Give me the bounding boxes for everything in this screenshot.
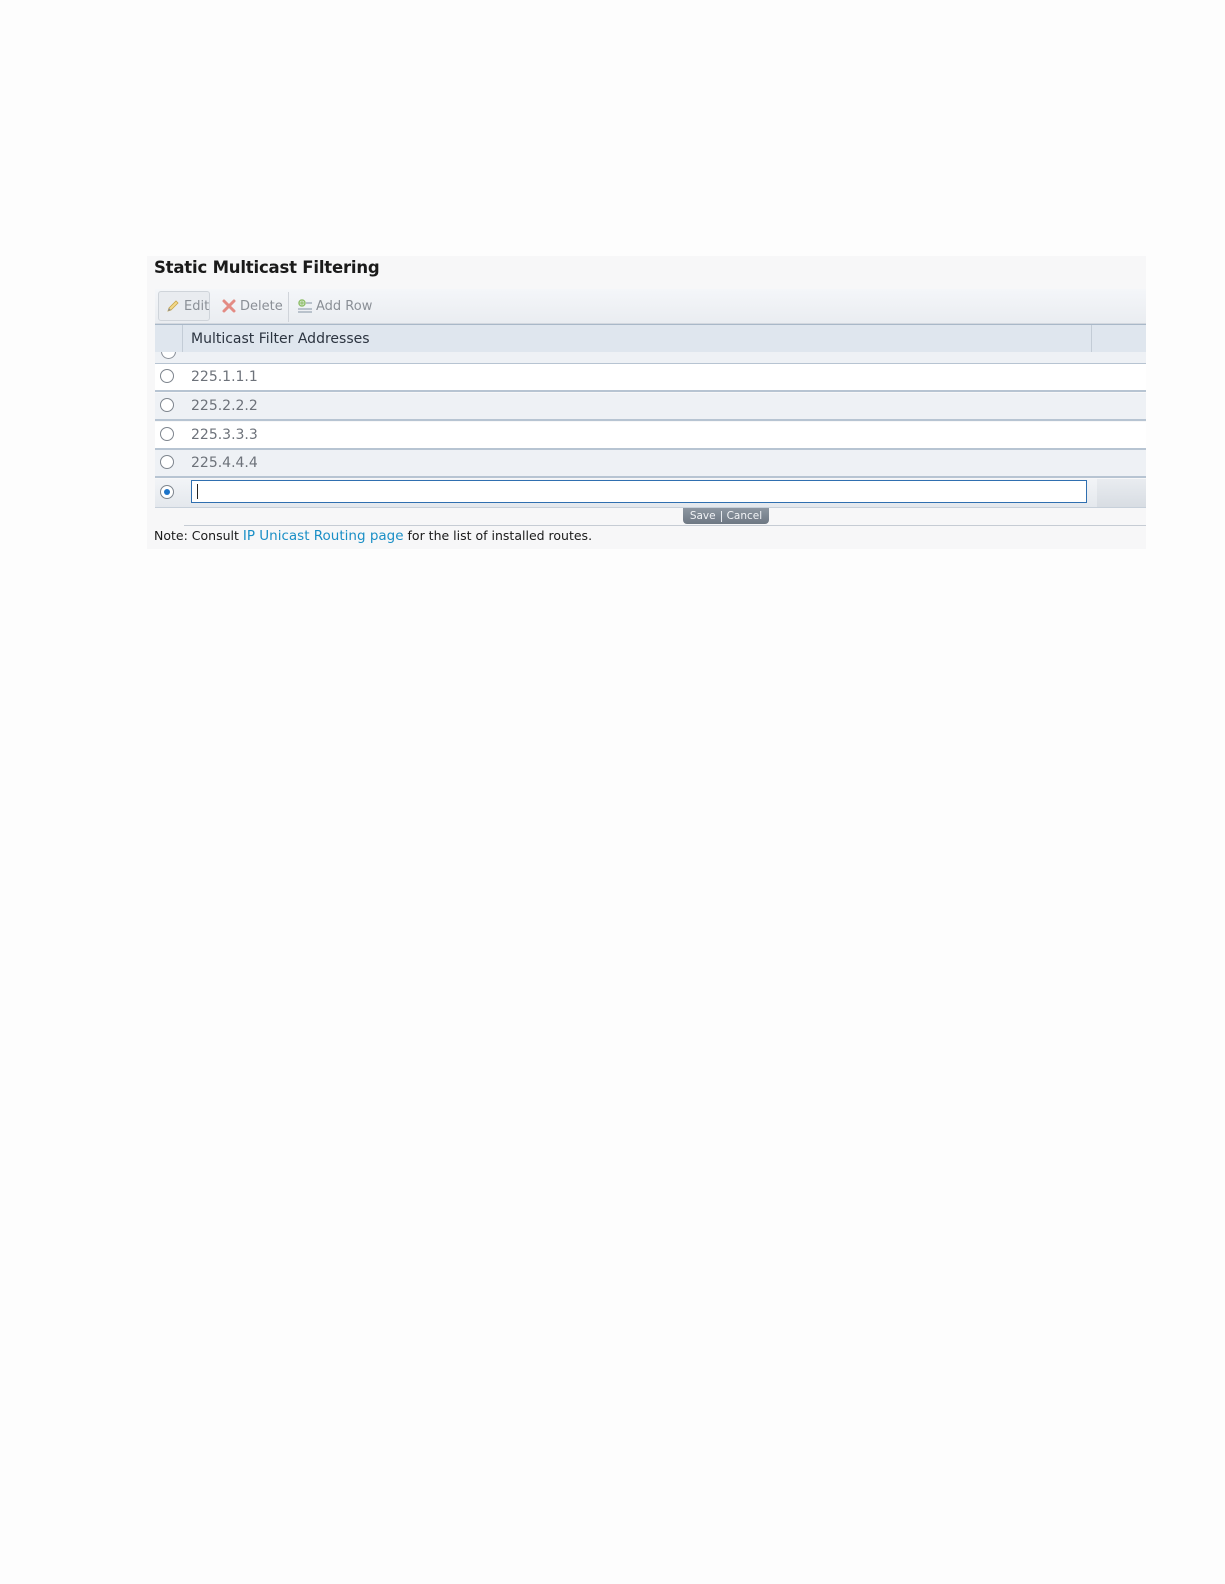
delete-button[interactable] bbox=[221, 291, 285, 321]
multicast-address-cell: 225.4.4.4 bbox=[191, 455, 258, 471]
save-cancel-bar bbox=[683, 508, 769, 524]
add-row-button[interactable] bbox=[297, 291, 377, 321]
panel-title: Static Multicast Filtering bbox=[154, 258, 380, 277]
multicast-address-input[interactable] bbox=[191, 480, 1087, 503]
toolbar bbox=[155, 289, 1146, 324]
table-row[interactable] bbox=[155, 422, 1146, 450]
multicast-address-cell: 225.1.1.1 bbox=[191, 369, 258, 385]
toolbar-separator bbox=[288, 292, 289, 322]
note-divider bbox=[184, 525, 1146, 526]
row-radio[interactable] bbox=[160, 398, 174, 412]
save-button[interactable]: Save bbox=[689, 510, 716, 522]
ip-unicast-routing-link[interactable]: IP Unicast Routing page bbox=[242, 528, 404, 544]
cancel-button[interactable]: Cancel bbox=[726, 510, 763, 522]
table-row[interactable] bbox=[155, 364, 1146, 392]
row-radio[interactable] bbox=[160, 455, 174, 469]
new-row-editor bbox=[155, 479, 1146, 508]
add-row-button-label: Add Row bbox=[316, 298, 373, 314]
column-header-multicast-filter-addresses[interactable]: Multicast Filter Addresses bbox=[191, 331, 370, 347]
pencil-icon bbox=[165, 298, 181, 314]
note-suffix: for the list of installed routes. bbox=[403, 528, 593, 543]
save-cancel-divider bbox=[721, 511, 722, 522]
note-prefix: Note: Consult bbox=[154, 528, 243, 543]
table-row[interactable] bbox=[155, 393, 1146, 421]
new-row-radio[interactable] bbox=[160, 485, 174, 499]
row-radio bbox=[161, 352, 176, 359]
multicast-address-cell: 225.3.3.3 bbox=[191, 427, 258, 443]
multicast-address-cell: 225.2.2.2 bbox=[191, 398, 258, 414]
text-caret bbox=[197, 484, 198, 499]
edit-button[interactable] bbox=[158, 291, 210, 321]
editor-row-end bbox=[1097, 479, 1146, 507]
delete-x-icon bbox=[221, 298, 237, 314]
delete-button-label: Delete bbox=[240, 298, 283, 314]
add-row-icon bbox=[297, 298, 313, 314]
grid-header bbox=[155, 324, 1146, 353]
row-radio[interactable] bbox=[160, 427, 174, 441]
static-multicast-filtering-panel bbox=[147, 256, 1146, 549]
header-select-column bbox=[155, 325, 183, 353]
column-divider bbox=[1091, 325, 1092, 353]
edit-button-label: Edit bbox=[184, 298, 210, 314]
table-row[interactable] bbox=[155, 450, 1146, 478]
row-radio[interactable] bbox=[160, 369, 174, 383]
note-text bbox=[154, 527, 592, 545]
